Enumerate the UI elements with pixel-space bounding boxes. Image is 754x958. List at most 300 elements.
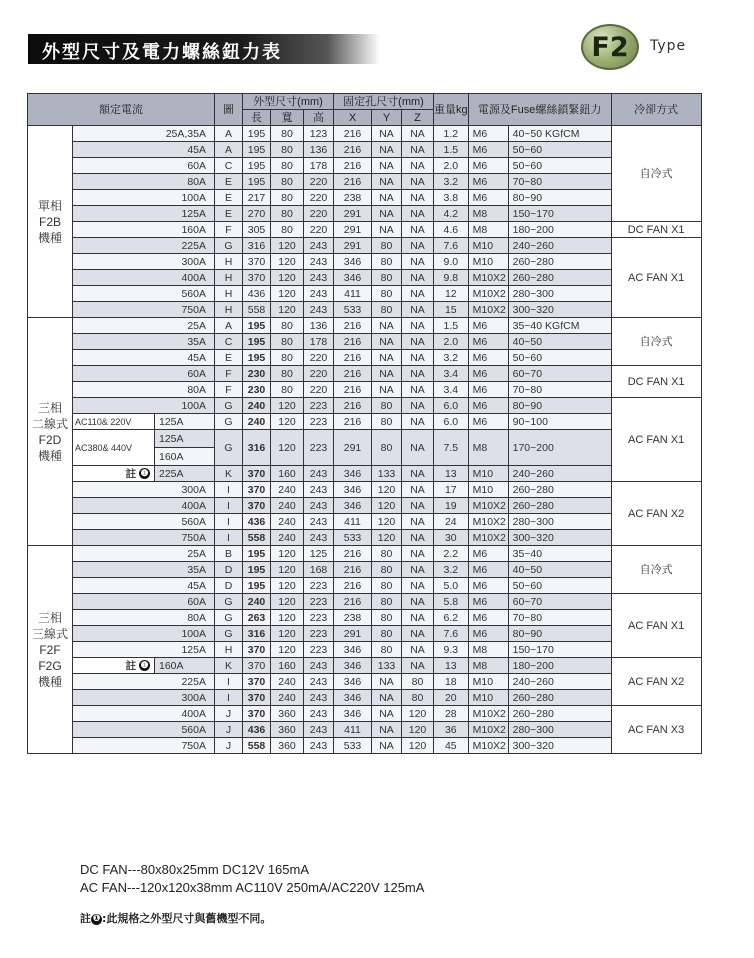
header-height: 高 [304,110,334,126]
width-cell: 80 [271,206,304,222]
length-cell: 195 [243,578,271,594]
torque-cell: 50~60 [508,350,611,366]
group-label-line: 三相 [37,610,62,625]
height-cell: 243 [304,270,334,286]
screw-cell: M6 [468,562,508,578]
table-row [28,302,702,318]
footnote-number: ❶ [92,913,101,924]
torque-cell: 80~90 [508,626,611,642]
weight-cell: 15 [434,302,469,318]
torque-cell: 60~70 [508,594,611,610]
weight-cell: 7.5 [434,430,469,466]
spec-table [27,93,702,754]
hole-y-cell: NA [372,318,402,334]
hole-y-cell: NA [372,350,402,366]
table-row [28,318,702,334]
hole-z-cell: NA [402,562,434,578]
cooling-cell: DC FAN X1 [611,366,701,398]
hole-x-cell: 346 [334,642,372,658]
height-cell: 223 [304,626,334,642]
dc-fan-spec: DC FAN---80x80x25mm DC12V 165mA [80,862,310,877]
width-cell: 120 [271,270,304,286]
group-label-line: F2B [38,214,61,229]
header-weight: 重量kg [434,94,469,126]
screw-cell: M10X2 [468,738,508,754]
table-row [28,658,702,674]
rated-current: 60A [73,366,215,382]
screw-cell: M10X2 [468,706,508,722]
hole-x-cell: 238 [334,610,372,626]
width-cell: 160 [271,658,304,674]
weight-cell: 13 [434,466,469,482]
hole-x-cell: 216 [334,366,372,382]
hole-y-cell: 120 [372,514,402,530]
hole-y-cell: NA [372,382,402,398]
length-cell: 370 [243,270,271,286]
header-outer-dim: 外型尺寸(mm) [243,94,334,110]
cooling-cell: AC FAN X3 [611,706,701,754]
hole-z-cell: NA [402,658,434,674]
weight-cell: 6.0 [434,414,469,430]
hole-x-cell: 411 [334,514,372,530]
length-cell: 558 [243,530,271,546]
hole-y-cell: 80 [372,414,402,430]
rated-current: 100A [73,190,215,206]
torque-cell: 40~50 [508,334,611,350]
torque-cell: 70~80 [508,610,611,626]
cooling-cell: AC FAN X2 [611,482,701,546]
height-cell: 243 [304,238,334,254]
height-cell: 220 [304,190,334,206]
group-label-line: 機種 [37,448,62,463]
width-cell: 80 [271,142,304,158]
hole-x-cell: 216 [334,318,372,334]
torque-cell: 300~320 [508,302,611,318]
height-cell: 223 [304,642,334,658]
rated-current: 225A [73,238,215,254]
figure-cell: I [215,514,243,530]
hole-z-cell: NA [402,158,434,174]
weight-cell: 13 [434,658,469,674]
hole-x-cell: 216 [334,578,372,594]
screw-cell: M10 [468,674,508,690]
screw-cell: M8 [468,206,508,222]
length-cell: 370 [243,642,271,658]
badge-label: F2 [591,32,629,63]
height-cell: 243 [304,286,334,302]
width-cell: 120 [271,594,304,610]
table-row [28,498,702,514]
screw-cell: M10 [468,238,508,254]
table-row [28,270,702,286]
table-row [28,206,702,222]
voltage-label: AC380& 440V [73,430,155,466]
figure-cell: K [215,466,243,482]
hole-z-cell: NA [402,498,434,514]
screw-cell: M10 [468,482,508,498]
hole-x-cell: 346 [334,466,372,482]
torque-cell: 180~200 [508,222,611,238]
hole-y-cell: NA [372,690,402,706]
length-cell: 195 [243,334,271,350]
width-cell: 120 [271,546,304,562]
table-row [28,398,702,414]
torque-cell: 260~280 [508,254,611,270]
table-row [28,174,702,190]
hole-x-cell: 216 [334,158,372,174]
group-label-line: 單相 [37,198,62,213]
figure-cell: D [215,562,243,578]
title-bar [28,34,380,64]
hole-x-cell: 346 [334,482,372,498]
height-cell: 220 [304,174,334,190]
hole-z-cell: NA [402,350,434,366]
length-cell: 195 [243,318,271,334]
hole-z-cell: NA [402,334,434,350]
screw-cell: M6 [468,142,508,158]
length-cell: 230 [243,382,271,398]
torque-cell: 40~50 [508,562,611,578]
hole-z-cell: NA [402,398,434,414]
width-cell: 120 [271,254,304,270]
torque-cell: 260~280 [508,270,611,286]
group-label-line: 二線式 [31,416,68,431]
height-cell: 223 [304,430,334,466]
table-row [28,706,702,722]
weight-cell: 4.6 [434,222,469,238]
screw-cell: M10X2 [468,302,508,318]
note-marker [73,466,155,482]
weight-cell: 45 [434,738,469,754]
length-cell: 195 [243,142,271,158]
screw-cell: M6 [468,398,508,414]
width-cell: 120 [271,238,304,254]
table-row [28,366,702,382]
hole-y-cell: 80 [372,254,402,270]
hole-z-cell: 120 [402,722,434,738]
screw-cell: M6 [468,174,508,190]
weight-cell: 12 [434,286,469,302]
hole-x-cell: 216 [334,398,372,414]
torque-cell: 60~70 [508,366,611,382]
hole-y-cell: NA [372,706,402,722]
torque-cell: 70~80 [508,382,611,398]
width-cell: 360 [271,738,304,754]
length-cell: 436 [243,286,271,302]
height-cell: 168 [304,562,334,578]
hole-z-cell: NA [402,546,434,562]
weight-cell: 3.4 [434,382,469,398]
table-row [28,482,702,498]
hole-y-cell: 80 [372,626,402,642]
hole-x-cell: 346 [334,254,372,270]
height-cell: 243 [304,498,334,514]
figure-cell: G [215,626,243,642]
rated-current: 25A [73,318,215,334]
table-row [28,690,702,706]
note-number-icon: ❶ [140,468,149,479]
weight-cell: 3.2 [434,562,469,578]
figure-cell: J [215,738,243,754]
rated-current: 45A [73,142,215,158]
figure-cell: I [215,674,243,690]
group-label-line: 三相 [37,400,62,415]
hole-x-cell: 411 [334,286,372,302]
rated-current: 750A [73,302,215,318]
table-row [28,674,702,690]
hole-x-cell: 216 [334,126,372,142]
width-cell: 120 [271,642,304,658]
header-length: 長 [243,110,271,126]
screw-cell: M6 [468,594,508,610]
hole-x-cell: 346 [334,498,372,514]
hole-x-cell: 346 [334,690,372,706]
screw-cell: M8 [468,642,508,658]
weight-cell: 18 [434,674,469,690]
length-cell: 370 [243,254,271,270]
weight-cell: 30 [434,530,469,546]
hole-z-cell: NA [402,190,434,206]
length-cell: 305 [243,222,271,238]
hole-y-cell: NA [372,674,402,690]
hole-z-cell: NA [402,466,434,482]
cooling-cell: AC FAN X2 [611,658,701,706]
weight-cell: 4.2 [434,206,469,222]
figure-cell: E [215,174,243,190]
hole-x-cell: 291 [334,238,372,254]
figure-cell: I [215,498,243,514]
figure-cell: E [215,206,243,222]
weight-cell: 7.6 [434,626,469,642]
figure-cell: A [215,318,243,334]
height-cell: 243 [304,302,334,318]
screw-cell: M10 [468,690,508,706]
hole-z-cell: NA [402,318,434,334]
screw-cell: M6 [468,382,508,398]
hole-y-cell: NA [372,142,402,158]
length-cell: 370 [243,658,271,674]
length-cell: 316 [243,626,271,642]
screw-cell: M8 [468,658,508,674]
torque-cell: 50~60 [508,142,611,158]
screw-cell: M10X2 [468,498,508,514]
hole-x-cell: 216 [334,174,372,190]
weight-cell: 1.5 [434,142,469,158]
height-cell: 243 [304,482,334,498]
torque-cell: 70~80 [508,174,611,190]
table-row [28,546,702,562]
hole-x-cell: 216 [334,382,372,398]
screw-cell: M10X2 [468,270,508,286]
header-hole-dim: 固定孔尺寸(mm) [334,94,434,110]
hole-z-cell: NA [402,286,434,302]
table-row [28,414,702,430]
torque-cell: 280~300 [508,514,611,530]
header-z: Z [402,110,434,126]
torque-cell: 240~260 [508,466,611,482]
hole-x-cell: 216 [334,414,372,430]
screw-cell: M10 [468,466,508,482]
figure-cell: H [215,254,243,270]
torque-cell: 35~40 [508,546,611,562]
group-label [28,546,73,754]
rated-current: 300A [73,254,215,270]
group-label-line: F2G [38,658,62,673]
type-badge [581,24,639,70]
hole-y-cell: 80 [372,546,402,562]
width-cell: 120 [271,430,304,466]
torque-cell: 35~40 KGfCM [508,318,611,334]
hole-x-cell: 346 [334,270,372,286]
height-cell: 243 [304,530,334,546]
hole-y-cell: 80 [372,286,402,302]
length-cell: 436 [243,722,271,738]
length-cell: 195 [243,174,271,190]
screw-cell: M6 [468,626,508,642]
figure-cell: H [215,302,243,318]
length-cell: 217 [243,190,271,206]
hole-x-cell: 533 [334,302,372,318]
width-cell: 80 [271,190,304,206]
width-cell: 240 [271,674,304,690]
group-label-line: F2D [38,432,62,447]
rated-current: 100A [73,398,215,414]
hole-x-cell: 291 [334,626,372,642]
rated-current: 160A [73,222,215,238]
weight-cell: 6.2 [434,610,469,626]
rated-current: 45A [73,578,215,594]
width-cell: 120 [271,286,304,302]
hole-z-cell: NA [402,530,434,546]
rated-current: 125A [155,414,215,430]
height-cell: 220 [304,206,334,222]
rated-current: 400A [73,270,215,286]
height-cell: 243 [304,706,334,722]
torque-cell: 150~170 [508,642,611,658]
hole-y-cell: 80 [372,398,402,414]
width-cell: 360 [271,706,304,722]
length-cell: 370 [243,498,271,514]
figure-cell: H [215,642,243,658]
weight-cell: 1.2 [434,126,469,142]
figure-cell: C [215,334,243,350]
height-cell: 220 [304,350,334,366]
note-marker [73,658,155,674]
rated-current: 560A [73,514,215,530]
width-cell: 80 [271,222,304,238]
torque-cell: 240~260 [508,238,611,254]
screw-cell: M6 [468,334,508,350]
figure-cell: G [215,430,243,466]
table-row [28,334,702,350]
weight-cell: 28 [434,706,469,722]
hole-y-cell: NA [372,366,402,382]
height-cell: 123 [304,126,334,142]
figure-cell: F [215,222,243,238]
width-cell: 80 [271,350,304,366]
hole-z-cell: NA [402,126,434,142]
height-cell: 136 [304,318,334,334]
hole-z-cell: NA [402,430,434,466]
height-cell: 223 [304,578,334,594]
width-cell: 120 [271,562,304,578]
hole-x-cell: 216 [334,594,372,610]
header-x: X [334,110,372,126]
hole-z-cell: NA [402,302,434,318]
group-label-line: 機種 [37,674,62,689]
screw-cell: M6 [468,190,508,206]
height-cell: 125 [304,546,334,562]
hole-z-cell: NA [402,206,434,222]
hole-z-cell: NA [402,238,434,254]
table-row [28,158,702,174]
rated-current: 80A [73,610,215,626]
screw-cell: M6 [468,350,508,366]
weight-cell: 6.0 [434,398,469,414]
table-row [28,350,702,366]
length-cell: 195 [243,546,271,562]
torque-cell: 170~200 [508,430,611,466]
header-y: Y [372,110,402,126]
hole-y-cell: 80 [372,610,402,626]
width-cell: 120 [271,610,304,626]
torque-cell: 240~260 [508,674,611,690]
length-cell: 270 [243,206,271,222]
figure-cell: G [215,238,243,254]
length-cell: 370 [243,706,271,722]
table-row [28,254,702,270]
hole-y-cell: NA [372,190,402,206]
screw-cell: M6 [468,610,508,626]
hole-x-cell: 346 [334,674,372,690]
length-cell: 195 [243,126,271,142]
torque-cell: 280~300 [508,722,611,738]
rated-current: 35A [73,334,215,350]
group-label-line: F2F [39,642,61,657]
torque-cell: 50~60 [508,158,611,174]
hole-z-cell: NA [402,254,434,270]
weight-cell: 3.4 [434,366,469,382]
group-label-line: 三線式 [31,626,68,641]
rated-current: 160A [155,448,215,466]
length-cell: 195 [243,562,271,578]
weight-cell: 20 [434,690,469,706]
screw-cell: M6 [468,546,508,562]
figure-cell: B [215,546,243,562]
height-cell: 243 [304,514,334,530]
width-cell: 120 [271,626,304,642]
width-cell: 120 [271,302,304,318]
width-cell: 80 [271,334,304,350]
header-width: 寬 [271,110,304,126]
hole-y-cell: NA [372,222,402,238]
weight-cell: 2.2 [434,546,469,562]
length-cell: 230 [243,366,271,382]
rated-current: 125A [73,642,215,658]
height-cell: 223 [304,594,334,610]
height-cell: 243 [304,466,334,482]
weight-cell: 1.5 [434,318,469,334]
table-row [28,126,702,142]
figure-cell: G [215,398,243,414]
hole-z-cell: NA [402,366,434,382]
figure-cell: E [215,350,243,366]
hole-x-cell: 216 [334,334,372,350]
rated-current: 300A [73,482,215,498]
height-cell: 220 [304,382,334,398]
header-torque: 電源及Fuse螺絲鎖緊鈕力 [468,94,611,126]
weight-cell: 9.8 [434,270,469,286]
